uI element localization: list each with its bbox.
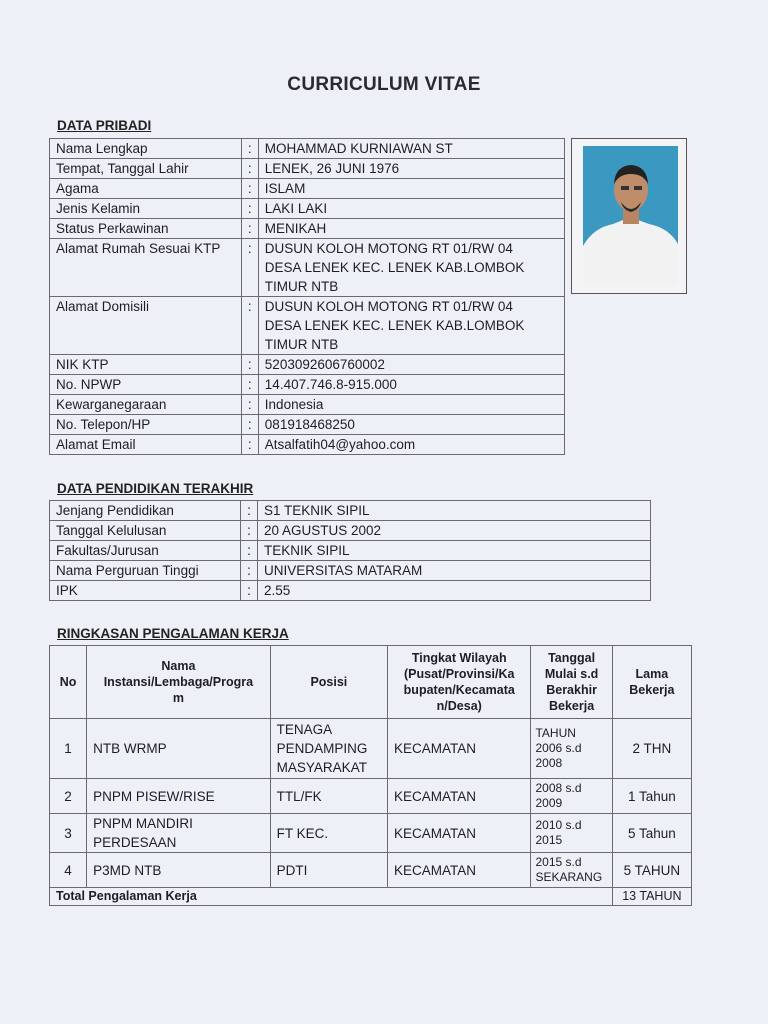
personal-row (50, 219, 565, 239)
cell-lama: 5 TAHUN (612, 853, 691, 888)
text-line: Tanggal (548, 651, 596, 665)
text-line: PERDESAAN (93, 835, 177, 850)
cell-no: 4 (50, 853, 87, 888)
row-colon: : (241, 159, 258, 179)
table-row (50, 779, 692, 814)
row-colon: : (241, 199, 258, 219)
text-line: m (172, 691, 184, 705)
text-line: DUSUN KOLOH MOTONG RT 01/RW 04 (264, 241, 513, 256)
text-line: DESA LENEK KEC. LENEK KAB.LOMBOK (264, 318, 525, 333)
header-posisi: Posisi (270, 646, 387, 719)
education-row (50, 501, 651, 521)
cell-instansi (87, 814, 271, 853)
text-line: Berakhir (546, 683, 597, 697)
text-line: SEKARANG (535, 870, 603, 884)
section-title-education: DATA PENDIDIKAN TERAKHIR (57, 481, 254, 496)
header-wilayah (388, 646, 531, 719)
text-line: DESA LENEK KEC. LENEK KAB.LOMBOK (264, 260, 525, 275)
row-value: 2.55 (258, 581, 651, 601)
cell-posisi (270, 853, 387, 888)
personal-row (50, 435, 565, 455)
row-value: MOHAMMAD KURNIAWAN ST (258, 139, 564, 159)
row-colon: : (241, 219, 258, 239)
cell-wilayah: KECAMATAN (388, 779, 531, 814)
row-colon: : (241, 435, 258, 455)
row-label: Nama Lengkap (50, 139, 242, 159)
personal-row (50, 139, 565, 159)
row-colon: : (241, 501, 258, 521)
photo-frame (571, 138, 687, 294)
text-line: Instansi/Lembaga/Progra (103, 675, 254, 689)
row-value: TEKNIK SIPIL (258, 541, 651, 561)
cell-tanggal (531, 719, 612, 779)
row-label: Agama (50, 179, 242, 199)
row-label: Jenis Kelamin (50, 199, 242, 219)
table-row (50, 853, 692, 888)
cell-posisi (270, 779, 387, 814)
total-value: 13 TAHUN (612, 888, 691, 906)
education-row (50, 581, 651, 601)
row-value (258, 239, 564, 297)
text-line: bupaten/Kecamata (403, 683, 515, 697)
cell-lama: 5 Tahun (612, 814, 691, 853)
row-label: Nama Perguruan Tinggi (50, 561, 241, 581)
row-colon: : (241, 297, 258, 355)
text-line: 2008 (535, 756, 563, 770)
text-line: Bekerja (549, 699, 595, 713)
row-label: IPK (50, 581, 241, 601)
row-colon: : (241, 355, 258, 375)
text-line: DUSUN KOLOH MOTONG RT 01/RW 04 (264, 299, 513, 314)
text-line: PDTI (276, 862, 308, 878)
cell-instansi (87, 779, 271, 814)
row-label: Kewarganegaraan (50, 395, 242, 415)
personal-row (50, 179, 565, 199)
text-line: NTB WRMP (93, 741, 167, 756)
cell-tanggal (531, 779, 612, 814)
row-value: UNIVERSITAS MATARAM (258, 561, 651, 581)
text-line: TAHUN (535, 726, 576, 740)
row-colon: : (241, 395, 258, 415)
text-line: 2009 (535, 796, 563, 810)
profile-photo (583, 146, 678, 286)
row-colon: : (241, 415, 258, 435)
row-label: Fakultas/Jurusan (50, 541, 241, 561)
person-silhouette-icon (583, 146, 678, 286)
row-colon: : (241, 139, 258, 159)
row-label: Status Perkawinan (50, 219, 242, 239)
cell-tanggal (531, 853, 612, 888)
personal-row (50, 355, 565, 375)
row-colon: : (241, 561, 258, 581)
row-value: LAKI LAKI (258, 199, 564, 219)
education-row (50, 541, 651, 561)
cell-wilayah: KECAMATAN (388, 814, 531, 853)
text-line: PNPM PISEW/RISE (93, 788, 215, 804)
row-colon: : (241, 541, 258, 561)
row-value: Atsalfatih04@yahoo.com (258, 435, 564, 455)
row-value: 081918468250 (258, 415, 564, 435)
work-experience-table (49, 645, 692, 906)
row-label: Tempat, Tanggal Lahir (50, 159, 242, 179)
row-colon: : (241, 581, 258, 601)
text-line: 2008 s.d (535, 781, 582, 795)
text-line: MASYARAKAT (276, 760, 367, 775)
table-row (50, 814, 692, 853)
row-label: Alamat Domisili (50, 297, 242, 355)
text-line: 2010 s.d (535, 818, 582, 832)
text-line: Mulai s.d (544, 667, 599, 681)
text-line: (Pusat/Provinsi/Ka (404, 667, 515, 681)
text-line: P3MD NTB (93, 862, 162, 878)
text-line: 2015 (535, 833, 563, 847)
personal-data-table (49, 138, 565, 455)
text-line: TENAGA (276, 722, 333, 737)
row-label: No. NPWP (50, 375, 242, 395)
section-title-work: RINGKASAN PENGALAMAN KERJA (57, 626, 289, 641)
row-label: Alamat Rumah Sesuai KTP (50, 239, 242, 297)
cell-posisi (270, 719, 387, 779)
cell-lama: 1 Tahun (612, 779, 691, 814)
text-line: TIMUR NTB (264, 337, 339, 352)
row-label: Alamat Email (50, 435, 242, 455)
header-lama (612, 646, 691, 719)
header-tanggal (531, 646, 612, 719)
row-value: 14.407.746.8-915.000 (258, 375, 564, 395)
row-colon: : (241, 375, 258, 395)
text-line: Nama (161, 659, 196, 673)
personal-row (50, 415, 565, 435)
header-instansi (87, 646, 271, 719)
cell-instansi (87, 853, 271, 888)
personal-row (50, 297, 565, 355)
table-row (50, 719, 692, 779)
section-title-personal: DATA PRIBADI (57, 118, 152, 133)
row-value: 20 AGUSTUS 2002 (258, 521, 651, 541)
page-title: CURRICULUM VITAE (287, 74, 481, 95)
row-value: ISLAM (258, 179, 564, 199)
cell-wilayah: KECAMATAN (388, 719, 531, 779)
text-line: Lama (635, 667, 669, 681)
text-line: 2015 s.d (535, 855, 582, 869)
text-line: 2006 s.d (535, 741, 582, 755)
personal-row (50, 375, 565, 395)
row-value: Indonesia (258, 395, 564, 415)
cell-no: 3 (50, 814, 87, 853)
education-data-table (49, 500, 651, 601)
cell-lama: 2 THN (612, 719, 691, 779)
cell-instansi (87, 719, 271, 779)
row-label: NIK KTP (50, 355, 242, 375)
personal-row (50, 199, 565, 219)
row-value: S1 TEKNIK SIPIL (258, 501, 651, 521)
total-label: Total Pengalaman Kerja (50, 888, 613, 906)
personal-row (50, 239, 565, 297)
text-line: TIMUR NTB (264, 279, 339, 294)
row-label: Jenjang Pendidikan (50, 501, 241, 521)
personal-row (50, 159, 565, 179)
row-label: No. Telepon/HP (50, 415, 242, 435)
text-line: PENDAMPING (276, 741, 368, 756)
cell-no: 1 (50, 719, 87, 779)
row-value (258, 297, 564, 355)
row-colon: : (241, 239, 258, 297)
row-colon: : (241, 521, 258, 541)
text-line: TTL/FK (276, 788, 322, 804)
header-no: No (50, 646, 87, 719)
row-label: Tanggal Kelulusan (50, 521, 241, 541)
total-row (50, 888, 692, 906)
text-line: n/Desa) (436, 699, 482, 713)
cell-posisi (270, 814, 387, 853)
text-line: Tingkat Wilayah (411, 651, 507, 665)
row-value: MENIKAH (258, 219, 564, 239)
education-row (50, 521, 651, 541)
cell-no: 2 (50, 779, 87, 814)
text-line: Bekerja (629, 683, 675, 697)
row-value: 5203092606760002 (258, 355, 564, 375)
education-row (50, 561, 651, 581)
row-value: LENEK, 26 JUNI 1976 (258, 159, 564, 179)
personal-row (50, 395, 565, 415)
cell-wilayah: KECAMATAN (388, 853, 531, 888)
row-colon: : (241, 179, 258, 199)
text-line: FT KEC. (276, 825, 329, 841)
text-line: PNPM MANDIRI (93, 816, 193, 831)
cell-tanggal (531, 814, 612, 853)
